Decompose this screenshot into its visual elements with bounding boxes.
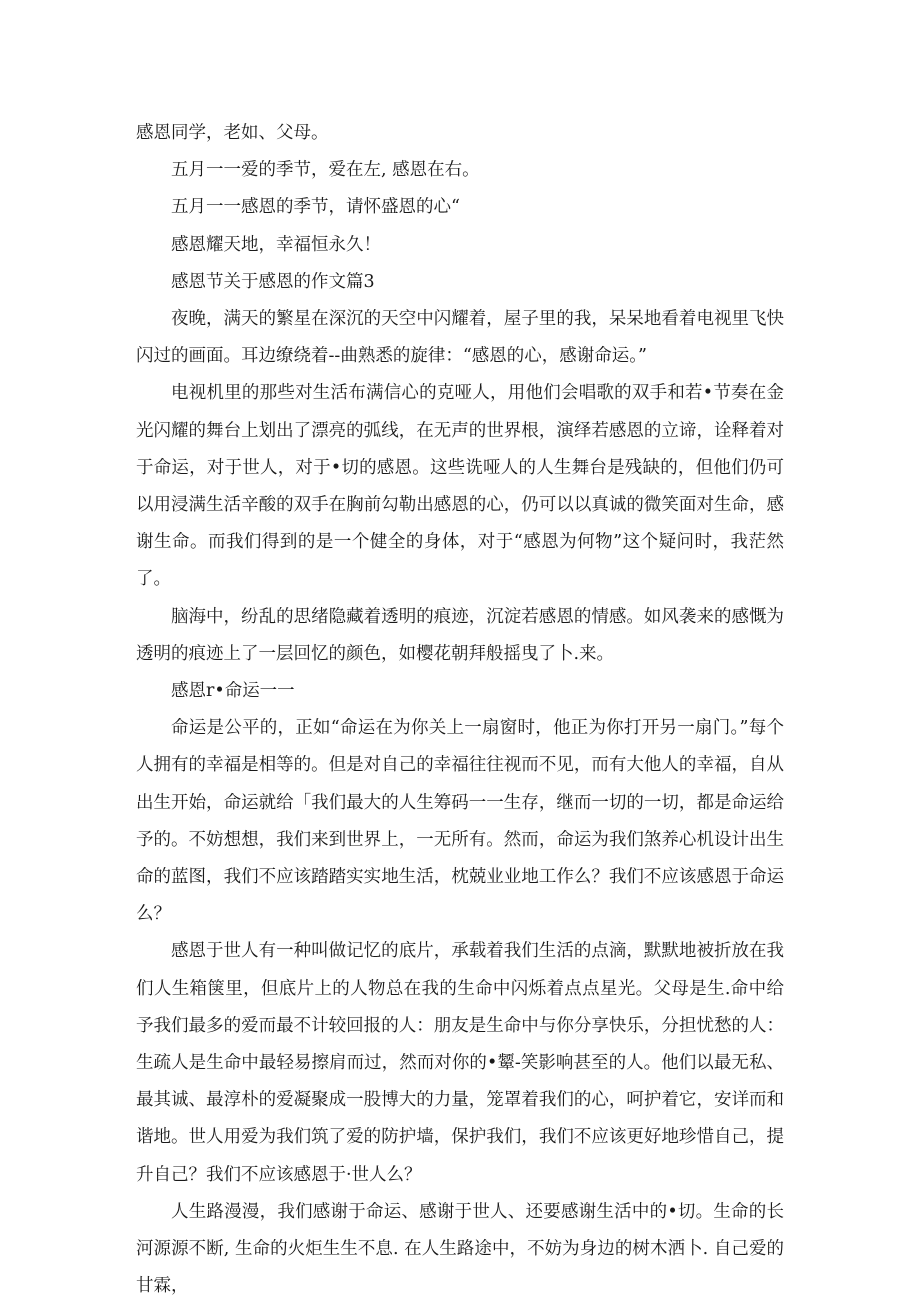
- text-line: 五月一一感恩的季节，请怀盛恩的心“: [171, 197, 460, 218]
- section-heading: 感恩节关于感恩的作文篇3: [171, 271, 375, 292]
- paragraph: 电视机里的那些对生活布满信心的克哑人，用他们会唱歌的双手和若•节奏在金光闪耀的舞台上划出了漂亮的弧线，在无声的世界根，演绎若感恩的立谛，诠释着对于命运，对于世人，对于•切的感恩。这些诜哑人的人生舞台是残缺的，但他们仍可以用浸满生活辛酸的双手在胸前勾勒出感恩的心，仍可以以真诚的微笑面对生命，感谢生命。而我们得到的是一个健全的身体，对于“感恩为何物”这个疑问时，我茫然了。: [136, 383, 784, 590]
- text-line: 感恩同学，老如、父母。: [136, 123, 329, 143]
- document-body: [136, 115, 784, 1305]
- paragraph: 命运是公平的，正如“命运在为你关上一扇窗时，他正为你打开另一扇门。”每个人拥有的幸福是相等的。但是对自己的幸福往往视而不见，而有大他人的幸福，自从出生开始，命运就给「我们最大的人生筹码一一生存，继而一切的一切，都是命运给予的。不妨想想，我们来到世界上，一无所有。然而，命运为我们煞养心机设计出生命的蓝图，我们不应该踏踏实实地生活，枕兢业业地工作么？我们不应该感恩于命运么？: [136, 718, 784, 925]
- subheading: 感恩r•命运一一: [171, 680, 295, 701]
- paragraph: 人生路漫漫，我们感谢于命运、感谢于世人、还要感谢生活中的•切。生命的长河源源不断, 生命的火炬生生不息. 在人生路途中，不妨为身边的树木洒卜. 自己爱的甘霖，: [136, 1201, 784, 1297]
- text-line: 五月一一爱的季节，爱在左, 感恩在右。: [171, 160, 480, 181]
- paragraph: 夜晚，满天的繁星在深沉的天空中闪耀着，屋子里的我，呆呆地看着电视里飞快闪过的画面。耳边缭绕着--曲熟悉的旋律：“感恩的心，感谢命运。”: [136, 308, 784, 367]
- text-line: 感恩耀天地，幸福恒永久！: [171, 234, 381, 255]
- paragraph: 脑海中，纷乱的思绪隐藏着透明的痕迹，沉淀若感恩的情感。如风袭来的感慨为透明的痕迹上了一层回忆的颜色，如樱花朝拜般摇曳了卜.来。: [136, 606, 784, 664]
- paragraph: 感恩于世人有一种叫做记忆的底片，承载着我们生活的点滴，默默地被折放在我们人生箱箧里，但底片上的人物总在我的生命中闪烁着点点星光。父母是生.命中给予我们最多的爱而最不计较回报的人：朋友是生命中与你分享快乐，分担忧愁的人：生疏人是生命中最轻易擦肩而过，然而对你的•颦-笑影响甚至的人。他们以最无私、最其诚、最淳朴的爱凝聚成一股博大的力量，笼罩着我们的心，呵护着它，安详而和谐地。世人用爱为我们筑了爱的防护墙，保护我们，我们不应该更好地珍惜自己，提升自己？我们不应该感恩于·世人么？: [136, 941, 784, 1185]
